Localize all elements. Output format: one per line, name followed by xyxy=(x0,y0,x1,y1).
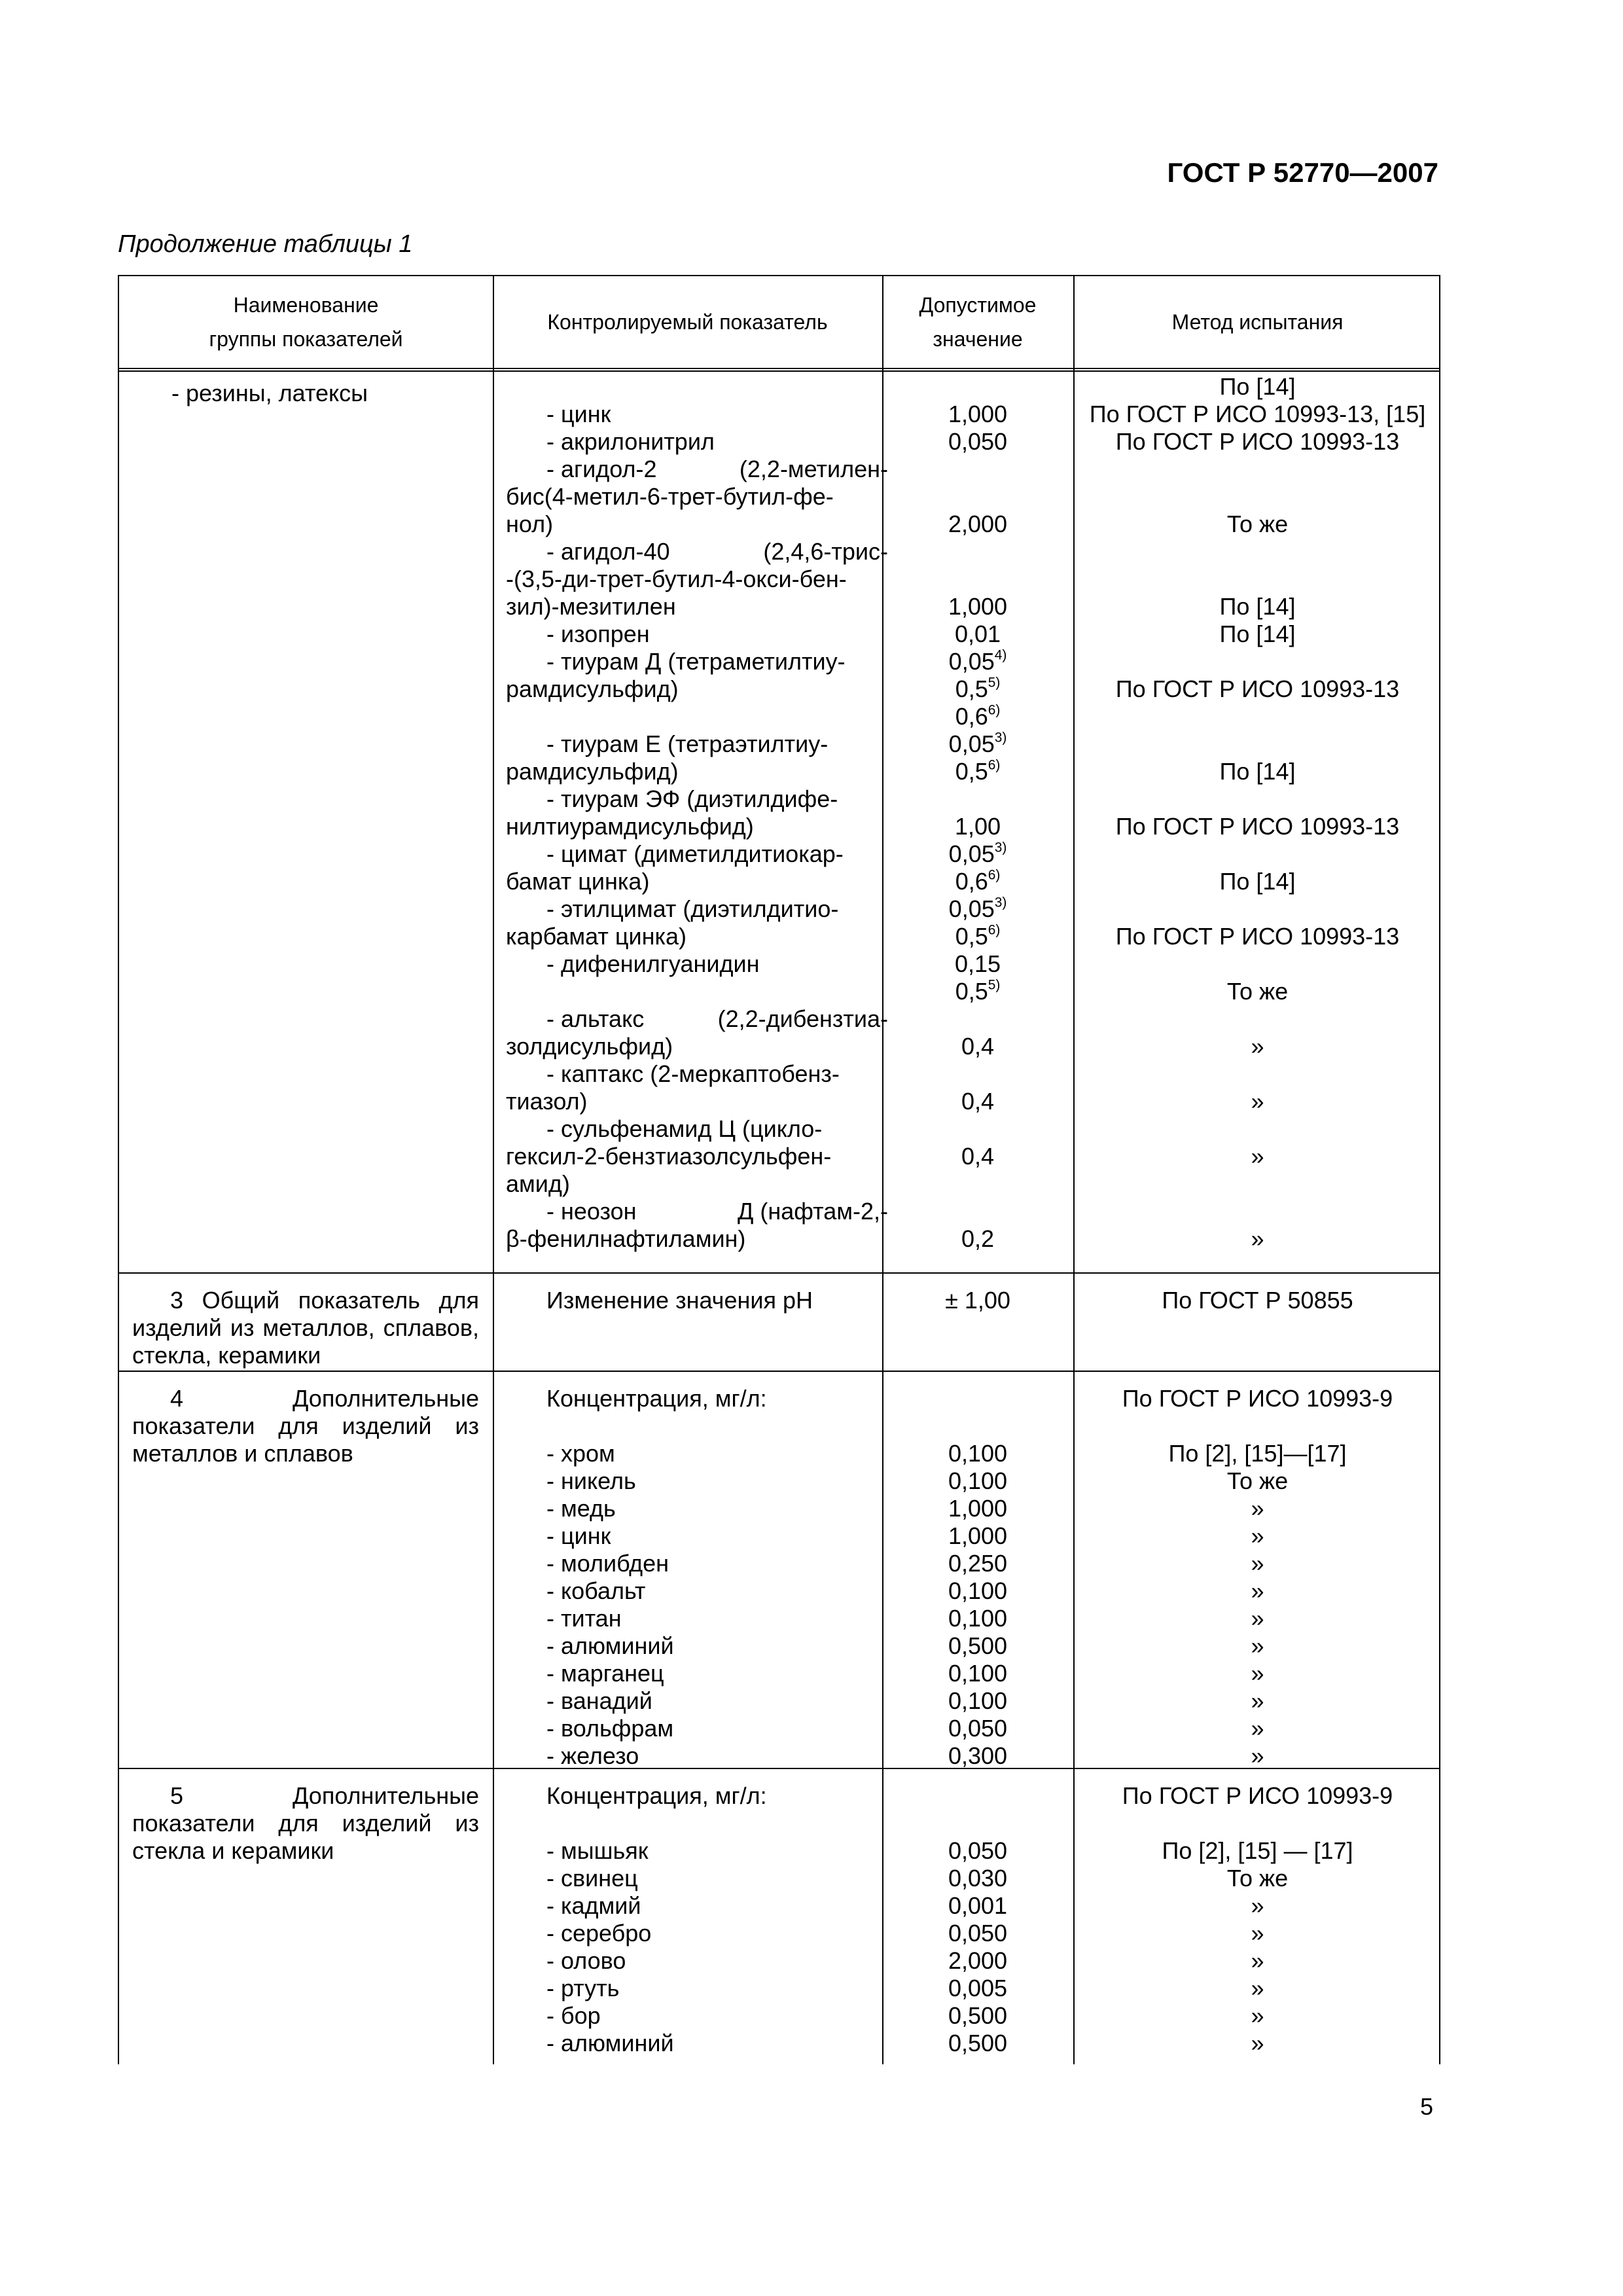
indicator-text: (2,4,6-трис- xyxy=(763,538,888,565)
table-row xyxy=(119,1467,1439,1495)
value-text: 0,5 xyxy=(955,923,988,950)
indicator-cell: - тиурам Е (тетраэтилтиу- xyxy=(546,730,829,757)
method-cell: По ГОСТ Р ИСО 10993-13 xyxy=(1115,428,1400,455)
column-header-indicator: Контролируемый показатель xyxy=(547,310,828,334)
table-row xyxy=(119,1975,1439,2002)
group-label-4: 4 Дополнительные показатели для изделий из металлов и сплавов xyxy=(132,1385,479,1467)
indicator-cell: рамдисульфид) xyxy=(506,675,679,702)
footnote-mark: 4) xyxy=(994,647,1007,663)
value-text: 0,050 xyxy=(948,1920,1008,1946)
method-cell: То же xyxy=(1226,511,1289,537)
table-row xyxy=(119,1632,1439,1660)
value-cell xyxy=(882,2002,1073,2030)
value-cell xyxy=(882,648,1073,675)
value-text: 0,300 xyxy=(948,1742,1008,1769)
indicator-cell: нол) xyxy=(506,511,554,537)
indicator-cell: бамат цинка) xyxy=(506,868,650,895)
method-cell: По ГОСТ Р ИСО 10993-13 xyxy=(1115,675,1400,702)
value-cell xyxy=(882,511,1073,538)
value-text: 0,250 xyxy=(948,1550,1008,1577)
value-cell xyxy=(882,401,1073,428)
indicator-text: - агидол-2 xyxy=(546,456,657,482)
value-cell xyxy=(882,923,1073,950)
table-row xyxy=(119,1088,1439,1115)
value-text: 0,100 xyxy=(948,1605,1008,1632)
table-row xyxy=(119,1170,1439,1198)
method-cell: По [14] xyxy=(1219,620,1296,647)
value-text: 0,100 xyxy=(948,1440,1008,1467)
value-text: 0,050 xyxy=(948,1837,1008,1864)
value-cell xyxy=(882,1467,1073,1495)
table-row xyxy=(119,483,1439,511)
indicator-cell: - кобальт xyxy=(546,1577,646,1604)
table-row xyxy=(119,1810,1439,1837)
indicator-cell: - олово xyxy=(546,1947,626,1974)
table-row xyxy=(119,1660,1439,1687)
column-header-value: Допустимое значение xyxy=(919,293,1037,351)
value-text: 0,6 xyxy=(955,703,988,730)
indicator-cell: - акрилонитрил xyxy=(546,428,715,455)
table-row xyxy=(119,1550,1439,1577)
method-cell: То же xyxy=(1226,1467,1289,1494)
method-cell: » xyxy=(1251,1550,1264,1577)
method-cell: То же xyxy=(1226,978,1289,1005)
table-row xyxy=(119,1198,1439,1225)
indicator-cell: - ртуть xyxy=(546,1975,620,2001)
value-text: 1,000 xyxy=(948,1522,1008,1549)
indicator-cell: - ванадий xyxy=(546,1687,652,1714)
page-number: 5 xyxy=(1419,2093,1433,2120)
document-code: ГОСТ Р 52770—2007 xyxy=(1167,157,1438,188)
indicator-cell: - тиурам ЭФ (диэтилдифе- xyxy=(546,785,838,812)
method-cell: » xyxy=(1251,1088,1264,1115)
method-cell: По ГОСТ Р ИСО 10993-13 xyxy=(1115,923,1400,950)
table-row xyxy=(119,428,1439,456)
value-cell xyxy=(882,1742,1073,1770)
indicator-text: Д (нафтам-2,- xyxy=(738,1198,888,1225)
value-cell xyxy=(882,813,1073,840)
indicator-text: - агидол-40 xyxy=(546,538,670,565)
indicator-cell: - изопрен xyxy=(546,620,650,647)
indicator-text: (2,2-метилен- xyxy=(739,456,888,482)
table-row xyxy=(119,868,1439,895)
value-text: 0,500 xyxy=(948,2030,1008,2056)
value-cell xyxy=(882,620,1073,648)
method-cell: » xyxy=(1251,2002,1264,2029)
value-text: 0,050 xyxy=(948,428,1008,455)
table-row xyxy=(119,401,1439,428)
method-cell: По ГОСТ Р ИСО 10993-9 xyxy=(1122,1782,1393,1809)
value-text: 0,030 xyxy=(948,1865,1008,1892)
group-label-5: 5 Дополнительные показатели для изделий из стекла и керамики xyxy=(132,1782,479,1864)
indicator-cell: тиазол) xyxy=(506,1088,588,1115)
value-text: 1,00 xyxy=(954,813,1001,840)
value-cell xyxy=(882,675,1073,703)
value-cell xyxy=(882,1920,1073,1947)
value-text: 0,05 xyxy=(948,730,995,757)
value-text: 0,01 xyxy=(954,620,1001,647)
indicator-cell: - марганец xyxy=(546,1660,664,1687)
value-cell xyxy=(882,1495,1073,1522)
indicator-cell: - молибден xyxy=(546,1550,669,1577)
method-cell: По [14] xyxy=(1219,758,1296,785)
value-cell xyxy=(882,1975,1073,2002)
table-row xyxy=(119,1947,1439,1975)
table-row xyxy=(119,758,1439,785)
value-text: 0,100 xyxy=(948,1660,1008,1687)
method-cell: По ГОСТ Р ИСО 10993-13 xyxy=(1115,813,1400,840)
column-header-method: Метод испытания xyxy=(1171,310,1344,334)
indicator-cell xyxy=(546,538,888,565)
table-row xyxy=(119,373,1439,401)
indicator-text: - альтакс xyxy=(546,1005,645,1032)
indicator-cell: -(3,5-ди-трет-бутил-4-окси-бен- xyxy=(506,565,847,592)
row-divider xyxy=(119,1371,1439,1372)
value-text: 0,5 xyxy=(955,758,988,785)
indicator-cell: - серебро xyxy=(546,1920,652,1946)
value-text: 0,005 xyxy=(948,1975,1008,2001)
value-text: 0,001 xyxy=(948,1892,1008,1919)
method-cell: » xyxy=(1251,1605,1264,1632)
indicator-cell: - дифенилгуанидин xyxy=(546,950,760,977)
value-cell xyxy=(882,1143,1073,1170)
method-cell: » xyxy=(1251,1742,1264,1769)
method-cell: По [2], [15] — [17] xyxy=(1162,1837,1353,1864)
indicator-cell: - алюминий xyxy=(546,2030,674,2056)
table-row xyxy=(119,675,1439,703)
footnote-mark: 3) xyxy=(994,895,1007,910)
value-text: 0,15 xyxy=(954,950,1001,977)
method-cell: » xyxy=(1251,1632,1264,1659)
table-row xyxy=(119,813,1439,840)
value-cell xyxy=(882,1687,1073,1715)
method-cell: » xyxy=(1251,2030,1264,2056)
table-row xyxy=(119,2030,1439,2057)
value-text: 0,05 xyxy=(948,648,995,675)
table-row xyxy=(119,978,1439,1005)
table-row xyxy=(119,1742,1439,1770)
value-cell xyxy=(882,1088,1073,1115)
value-cell xyxy=(882,1632,1073,1660)
method-cell: » xyxy=(1251,1920,1264,1946)
method-cell: По [2], [15]—[17] xyxy=(1168,1440,1347,1467)
value-text: 0,100 xyxy=(948,1687,1008,1714)
value-text: 0,500 xyxy=(948,1632,1008,1659)
table-row xyxy=(119,1522,1439,1550)
indicator-cell xyxy=(546,456,888,483)
table-row xyxy=(119,950,1439,978)
value-text: 0,6 xyxy=(955,868,988,895)
indicator-cell: - титан xyxy=(546,1605,622,1632)
indicator-cell: зил)-мезитилен xyxy=(506,593,676,620)
indicator-cell: - сульфенамид Ц (цикло- xyxy=(546,1115,823,1142)
value-cell xyxy=(882,1225,1073,1253)
value-cell xyxy=(882,1287,1073,1314)
value-cell xyxy=(882,1660,1073,1687)
indicator-cell: Изменение значения pH xyxy=(546,1287,813,1314)
indicator-cell: - тиурам Д (тетраметилтиу- xyxy=(546,648,846,675)
table-row xyxy=(119,1892,1439,1920)
table-row xyxy=(119,1865,1439,1892)
indicator-cell: Концентрация, мг/л: xyxy=(546,1385,767,1412)
footnote-mark: 5) xyxy=(988,675,1001,691)
indicator-cell xyxy=(546,1005,888,1033)
method-cell: » xyxy=(1251,1577,1264,1604)
method-cell: » xyxy=(1251,1947,1264,1974)
value-cell xyxy=(882,1892,1073,1920)
table-row xyxy=(119,895,1439,923)
table-row xyxy=(119,593,1439,620)
indicator-cell: Концентрация, мг/л: xyxy=(546,1782,767,1809)
indicator-cell: - железо xyxy=(546,1742,639,1769)
header-divider xyxy=(119,368,1439,372)
table-row xyxy=(119,1115,1439,1143)
method-cell: По ГОСТ Р ИСО 10993-13, [15] xyxy=(1089,401,1426,427)
table-row xyxy=(119,1920,1439,1947)
table-row xyxy=(119,2002,1439,2030)
table-row xyxy=(119,1005,1439,1033)
indicator-cell xyxy=(546,1198,888,1225)
value-text: 0,500 xyxy=(948,2002,1008,2029)
table-row xyxy=(119,538,1439,565)
value-text: 0,4 xyxy=(961,1143,995,1170)
value-cell xyxy=(882,978,1073,1005)
method-cell: » xyxy=(1251,1660,1264,1687)
value-cell xyxy=(882,1577,1073,1605)
value-cell xyxy=(882,1033,1073,1060)
footnote-mark: 6) xyxy=(988,922,1001,938)
method-cell: » xyxy=(1251,1715,1264,1742)
value-text: 1,000 xyxy=(948,593,1008,620)
value-text: 0,05 xyxy=(948,840,995,867)
table-row xyxy=(119,1412,1439,1440)
value-cell xyxy=(882,730,1073,758)
indicator-cell: - вольфрам xyxy=(546,1715,674,1742)
value-cell xyxy=(882,428,1073,456)
value-cell xyxy=(882,1440,1073,1467)
indicator-cell: - цимат (диметилдитиокар- xyxy=(546,840,844,867)
table-row xyxy=(119,1715,1439,1742)
table-row xyxy=(119,1143,1439,1170)
footnote-mark: 3) xyxy=(994,730,1007,745)
indicator-cell: - цинк xyxy=(546,401,611,427)
indicator-cell: золдисульфид) xyxy=(506,1033,673,1060)
table-row xyxy=(119,456,1439,483)
table-row xyxy=(119,1033,1439,1060)
value-cell xyxy=(882,2030,1073,2057)
table-row xyxy=(119,785,1439,813)
value-cell xyxy=(882,1947,1073,1975)
table-row xyxy=(119,620,1439,648)
value-text: 0,5 xyxy=(955,675,988,702)
indicator-text: - неозон xyxy=(546,1198,637,1225)
table-row xyxy=(119,1287,1439,1314)
indicator-cell: - никель xyxy=(546,1467,636,1494)
table-row xyxy=(119,1782,1439,1810)
indicator-cell: - кадмий xyxy=(546,1892,641,1919)
value-cell xyxy=(882,758,1073,785)
indicator-cell: - этилцимат (диэтилдитио- xyxy=(546,895,839,922)
value-cell xyxy=(882,950,1073,978)
method-cell: » xyxy=(1251,1033,1264,1060)
indicator-cell: - алюминий xyxy=(546,1632,674,1659)
method-cell: По ГОСТ Р ИСО 10993-9 xyxy=(1122,1385,1393,1412)
table-row xyxy=(119,1440,1439,1467)
footnote-mark: 5) xyxy=(988,977,1001,993)
table-row xyxy=(119,1687,1439,1715)
footnote-mark: 6) xyxy=(988,867,1001,883)
method-cell: » xyxy=(1251,1225,1264,1252)
table-row xyxy=(119,1385,1439,1412)
method-cell: » xyxy=(1251,1495,1264,1522)
table-caption: Продолжение таблицы 1 xyxy=(118,230,413,258)
value-text: 0,4 xyxy=(961,1088,995,1115)
value-text: 0,100 xyxy=(948,1577,1008,1604)
column-header-group: Наименование группы показателей xyxy=(209,293,403,351)
method-cell: » xyxy=(1251,1522,1264,1549)
group-label-rubber: - резины, латексы xyxy=(171,380,368,406)
footnote-mark: 6) xyxy=(988,757,1001,773)
table-row xyxy=(119,1225,1439,1253)
table-row xyxy=(119,1060,1439,1088)
indicator-cell: рамдисульфид) xyxy=(506,758,679,785)
value-cell xyxy=(882,593,1073,620)
indicator-cell: - бор xyxy=(546,2002,601,2029)
table-row xyxy=(119,1837,1439,1865)
value-text: 1,000 xyxy=(948,401,1008,427)
value-cell xyxy=(882,1550,1073,1577)
indicator-cell: - медь xyxy=(546,1495,616,1522)
value-text: 0,4 xyxy=(961,1033,995,1060)
table-row xyxy=(119,923,1439,950)
indicator-cell: бис(4-метил-6-трет-бутил-фе- xyxy=(506,483,834,510)
value-text: 1,000 xyxy=(948,1495,1008,1522)
value-text: ± 1,00 xyxy=(945,1287,1010,1314)
indicator-cell: - свинец xyxy=(546,1865,638,1892)
value-cell xyxy=(882,895,1073,923)
footnote-mark: 6) xyxy=(988,702,1001,718)
value-text: 2,000 xyxy=(948,1947,1008,1974)
data-table xyxy=(118,275,1440,2064)
method-cell: То же xyxy=(1226,1865,1289,1892)
value-cell xyxy=(882,1522,1073,1550)
method-cell: » xyxy=(1251,1687,1264,1714)
table-row xyxy=(119,1577,1439,1605)
method-cell: » xyxy=(1251,1143,1264,1170)
row-divider xyxy=(119,1272,1439,1274)
value-cell xyxy=(882,1715,1073,1742)
value-text: 2,000 xyxy=(948,511,1008,537)
indicator-cell: - хром xyxy=(546,1440,615,1467)
value-text: 0,05 xyxy=(948,895,995,922)
value-text: 0,5 xyxy=(955,978,988,1005)
method-cell: По [14] xyxy=(1219,373,1296,400)
indicator-text: (2,2-дибензтиа- xyxy=(717,1005,888,1032)
value-cell xyxy=(882,868,1073,895)
group-label-3: 3 Общий показатель для изделий из металлов, сплавов, стекла, керамики xyxy=(132,1287,479,1369)
value-text: 0,050 xyxy=(948,1715,1008,1742)
footnote-mark: 3) xyxy=(994,840,1007,855)
indicator-cell: - мышьяк xyxy=(546,1837,649,1864)
indicator-cell: амид) xyxy=(506,1170,570,1197)
value-cell xyxy=(882,1837,1073,1865)
method-cell: По [14] xyxy=(1219,868,1296,895)
value-cell xyxy=(882,1605,1073,1632)
table-row xyxy=(119,730,1439,758)
method-cell: » xyxy=(1251,1892,1264,1919)
table-row xyxy=(119,1495,1439,1522)
indicator-cell: - каптакс (2-меркаптобенз- xyxy=(546,1060,840,1087)
table-row xyxy=(119,648,1439,675)
value-text: 0,100 xyxy=(948,1467,1008,1494)
indicator-cell: карбамат цинка) xyxy=(506,923,687,950)
value-cell xyxy=(882,703,1073,730)
value-cell xyxy=(882,840,1073,868)
method-cell: » xyxy=(1251,1975,1264,2001)
indicator-cell: гексил-2-бензтиазолсульфен- xyxy=(506,1143,832,1170)
table-row xyxy=(119,703,1439,730)
indicator-cell: нилтиурамдисульфид) xyxy=(506,813,754,840)
table-row xyxy=(119,840,1439,868)
table-row xyxy=(119,511,1439,538)
value-text: 0,2 xyxy=(961,1225,995,1252)
table-row xyxy=(119,1605,1439,1632)
table-row xyxy=(119,565,1439,593)
indicator-cell: β-фенилнафтиламин) xyxy=(506,1225,746,1252)
value-cell xyxy=(882,1865,1073,1892)
method-cell: По [14] xyxy=(1219,593,1296,620)
method-cell: По ГОСТ Р 50855 xyxy=(1162,1287,1353,1314)
indicator-cell: - цинк xyxy=(546,1522,611,1549)
